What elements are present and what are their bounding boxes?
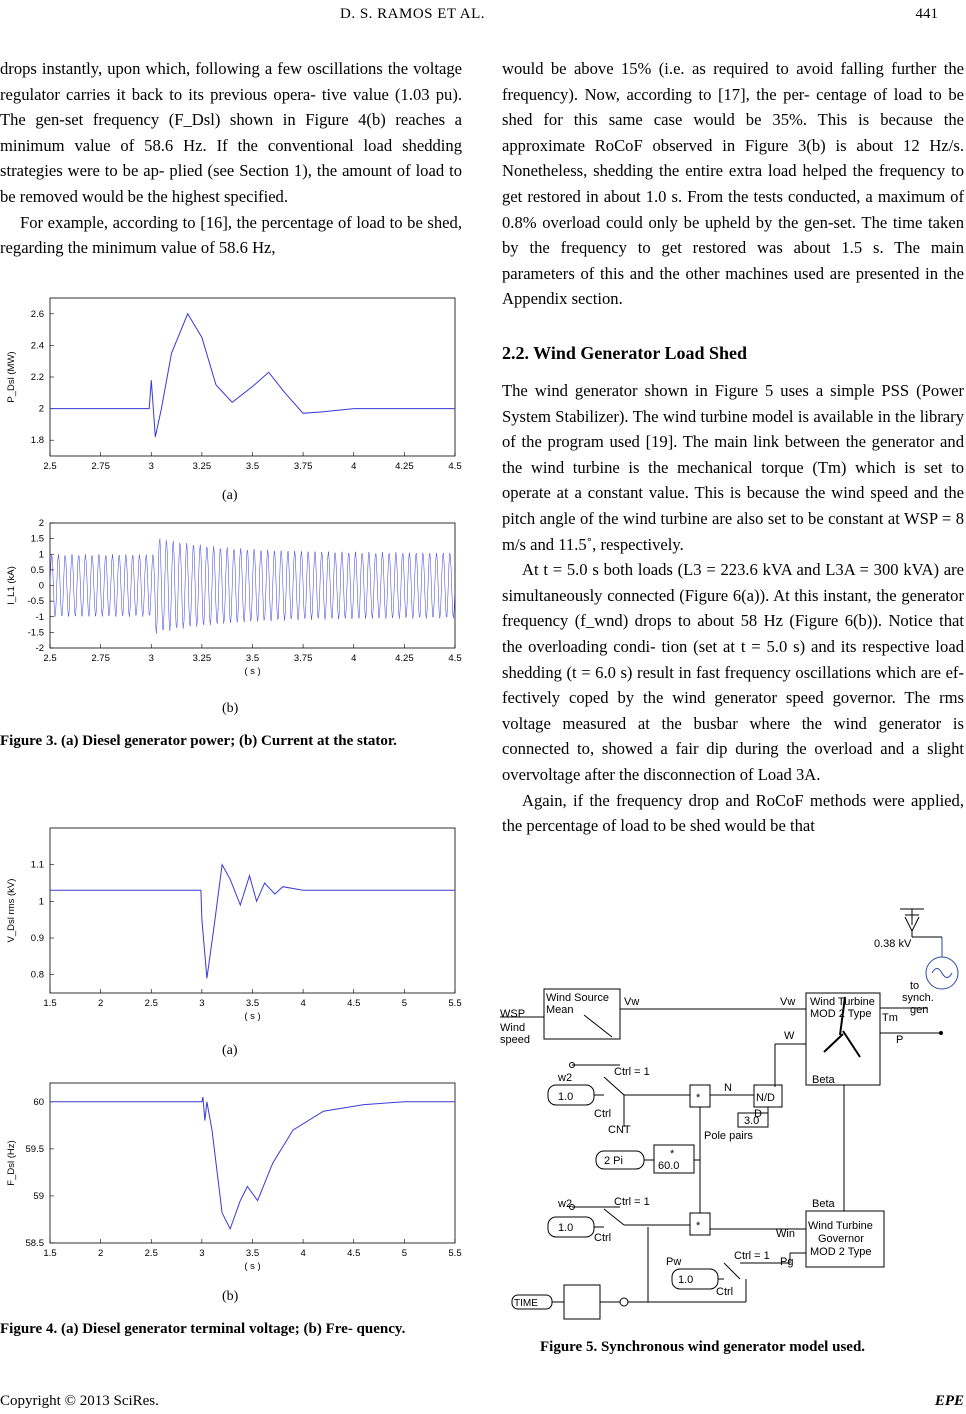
- y-tick-label: 0: [38, 580, 44, 592]
- fig5-gen: gen: [910, 1004, 929, 1016]
- y-tick-label: 1: [38, 549, 44, 561]
- y-tick-label: 2: [38, 518, 44, 529]
- fig5-vw: Vw: [624, 996, 640, 1008]
- fig5-synch: synch.: [902, 992, 934, 1004]
- x-tick-label: 3.5: [245, 461, 260, 472]
- y-tick-label: 0.5: [30, 564, 44, 576]
- y-tick-label: 2.4: [30, 340, 44, 352]
- figure3b-plot: [0, 515, 470, 685]
- left-column-top: [0, 56, 462, 261]
- right-para-1: would be above 15% (i.e. as required to avoid falling further the frequency). Now, according to [17], the per- centage of load to be shed for this same case would be 35%. This is because the approximate RoCoF observed in Figure 3(b) is about 12 Hz/s. Nonetheless, shedding the entire extra load helped the frequency to get restored in about 1.0 s. From the tests conducted, a maximum of 0.8% overload could only be upheld by the gen-set. The time taken by the frequency to get restored was about 1.5 s. The main parameters of this and the other machines used are presented in the Appendix section.: [502, 59, 964, 309]
- x-tick-label: 2.75: [91, 461, 110, 472]
- x-tick-label: 3.5: [245, 998, 260, 1009]
- plot-frame: [50, 1083, 455, 1243]
- fig5-wt2: MOD 2 Type: [810, 1008, 872, 1020]
- y-tick-label: 59.5: [25, 1143, 44, 1155]
- x-tick-label: 5.5: [448, 998, 462, 1009]
- x-tick-label: 5.5: [448, 1248, 462, 1259]
- x-tick-label: 3: [148, 461, 154, 472]
- series-line: [50, 539, 455, 634]
- fig5-gov3: MOD 2 Type: [810, 1246, 872, 1258]
- fig5-tm: Tm: [882, 1012, 898, 1024]
- fig5-d: D: [754, 1108, 762, 1120]
- x-tick-label: 3.25: [192, 461, 212, 472]
- y-tick-label: 1.1: [30, 859, 44, 871]
- fig5-twopi: 2 Pi: [604, 1155, 623, 1167]
- series-line: [50, 865, 455, 979]
- y-tick-label: 0.8: [30, 969, 44, 981]
- y-tick-label: 0.9: [30, 933, 44, 944]
- fig5-cnt: CNT: [608, 1124, 631, 1136]
- series-line: [50, 314, 455, 437]
- left-para-1: drops instantly, upon which, following a few oscillations the voltage regulator carries it back to its previous opera- tive value (1.03 pu). The gen-set frequency (F_Dsl) shown in Figure 4(b) reaches a minimum value of 58.6 Hz. If the conventional load shedding strategies were to be ap- plied (see Section 1), the amount of load to be removed would be the highest specified.: [0, 59, 462, 206]
- x-tick-label: 1.5: [43, 1248, 57, 1259]
- x-tick-label: 3: [199, 1248, 205, 1259]
- fig5-time: TIME: [514, 1298, 538, 1309]
- fig5-w2b: w2: [558, 1198, 573, 1210]
- x-tick-label: 4: [300, 1248, 306, 1259]
- x-tick-label: 3: [148, 653, 154, 664]
- fig5-wind-source: Wind Source: [546, 992, 609, 1004]
- right-para-3: At t = 5.0 s both loads (L3 = 223.6 kVA and L3A = 300 kVA) are simultaneously connected (Figure 6(a)). At this instant, the generator frequency (f_wnd) drops to about 58 Hz (Figure 6(b)). Notice that the overloading condi- tion (set at t = 5.0 s) and its respective load shedding (t = 6.0 s) result in fast frequency oscillations which are ef- fectively coped by the wind generator speed governor. The rms voltage measured at the busbar where the wind generator is connected to, showed a fair dip during the overload and a slight overvoltage after the disconnection of Load 3A.: [502, 560, 964, 784]
- y-axis-label: V_Dsl rms (kV): [6, 878, 17, 943]
- fig5-ctrl1c: Ctrl = 1: [734, 1250, 770, 1262]
- x-tick-label: 4.25: [395, 461, 414, 472]
- fig5-wt1: Wind Turbine: [810, 996, 875, 1008]
- y-tick-label: 60: [33, 1096, 44, 1108]
- fig5-one-a: 1.0: [558, 1091, 574, 1103]
- fig5-pg: Pg: [780, 1256, 794, 1268]
- fig5-star2: *: [670, 1148, 675, 1160]
- fig5-gov2: Governor: [818, 1233, 864, 1245]
- fig5-gov1: Wind Turbine: [808, 1220, 873, 1232]
- fig5-ctrl-c: Ctrl: [716, 1286, 734, 1298]
- x-tick-label: 4: [351, 461, 357, 472]
- fig5-vw2: Vw: [780, 996, 796, 1008]
- y-tick-label: 1: [38, 896, 44, 908]
- x-tick-label: 3.5: [245, 653, 260, 664]
- left-para-2: For example, according to [16], the percentage of load to be shed, regarding the minimum value of 58.6 Hz,: [0, 212, 462, 258]
- x-tick-label: 2.75: [91, 653, 110, 664]
- page-number: 441: [915, 6, 938, 22]
- fig5-sixty: 60.0: [658, 1160, 680, 1172]
- fig5-ctrl1b: Ctrl = 1: [614, 1196, 650, 1208]
- x-tick-label: 4.5: [347, 998, 361, 1009]
- fig5-pw: Pw: [666, 1256, 682, 1268]
- fig5-star1: *: [696, 1092, 701, 1104]
- x-axis-label: ( s ): [244, 1261, 261, 1272]
- fig5-p: P: [896, 1034, 904, 1046]
- fig5-mean: Mean: [546, 1004, 574, 1016]
- fig5-wind: Wind: [500, 1022, 526, 1034]
- fig5-three: 3.0: [744, 1115, 760, 1127]
- section-heading: 2.2. Wind Generator Load Shed: [502, 343, 748, 363]
- y-tick-label: -1.5: [27, 627, 44, 639]
- x-tick-label: 5: [401, 1248, 408, 1259]
- y-tick-label: 2.6: [30, 308, 44, 320]
- plot-frame: [50, 298, 455, 456]
- x-tick-label: 1.5: [43, 998, 57, 1009]
- x-tick-label: 4: [300, 998, 306, 1009]
- fig5-wsp: WSP: [500, 1008, 526, 1020]
- y-tick-label: 58.5: [25, 1238, 44, 1249]
- x-tick-label: 4.5: [448, 653, 462, 664]
- x-tick-label: 4: [351, 653, 357, 664]
- fig4a-label: (a): [222, 1043, 238, 1058]
- x-tick-label: 2.5: [43, 461, 57, 472]
- fig5-one-b: 1.0: [558, 1222, 574, 1234]
- fig5-one-c: 1.0: [678, 1274, 694, 1286]
- fig5-voltage: 0.38 kV: [874, 938, 912, 950]
- y-tick-label: 1.5: [30, 533, 44, 545]
- series-line: [50, 1097, 455, 1229]
- fig4b-label: (b): [222, 1289, 239, 1304]
- y-axis-label: I_L1 (kA): [6, 566, 17, 605]
- figure4b-plot: [0, 1075, 470, 1275]
- fig5-nd: N/D: [756, 1092, 775, 1104]
- fig5-star3: *: [696, 1220, 701, 1232]
- x-tick-label: 4.5: [448, 461, 462, 472]
- y-tick-label: -0.5: [27, 596, 44, 608]
- fig3a-label: (a): [222, 488, 238, 503]
- y-tick-label: 59: [33, 1190, 44, 1202]
- x-axis-label: ( s ): [244, 1011, 261, 1022]
- figure5-caption: Figure 5. Synchronous wind generator model used.: [540, 1339, 866, 1355]
- fig5-pole: Pole pairs: [704, 1130, 753, 1142]
- footer-copyright: Copyright © 2013 SciRes.: [0, 1393, 159, 1409]
- fig5-speed: speed: [500, 1034, 530, 1046]
- fig5-to: to: [910, 980, 920, 992]
- x-tick-label: 4.25: [395, 653, 414, 664]
- x-tick-label: 3.75: [293, 653, 313, 664]
- figure5-diagram: [500, 907, 966, 1319]
- x-tick-label: 3.25: [192, 653, 212, 664]
- y-tick-label: 1.8: [30, 435, 44, 447]
- x-tick-label: 2.5: [43, 653, 57, 664]
- x-tick-label: 3.5: [245, 1248, 260, 1259]
- figure3-caption: Figure 3. (a) Diesel generator power; (b) Current at the stator.: [0, 733, 397, 749]
- fig5-n: N: [724, 1082, 732, 1094]
- x-tick-label: 2: [97, 998, 104, 1009]
- y-tick-label: -2: [35, 643, 44, 654]
- x-tick-label: 3.75: [293, 461, 313, 472]
- x-axis-label: ( s ): [244, 666, 261, 677]
- x-tick-label: 2: [97, 1248, 104, 1259]
- x-tick-label: 5: [401, 998, 408, 1009]
- figure4-caption: Figure 4. (a) Diesel generator terminal voltage; (b) Fre- quency.: [0, 1321, 406, 1337]
- right-column-bottom: [502, 378, 964, 839]
- x-tick-label: 2.5: [144, 1248, 158, 1259]
- fig5-ctrl1a: Ctrl = 1: [614, 1066, 650, 1078]
- fig5-ctrl-a: Ctrl: [594, 1108, 612, 1120]
- right-column-top: [502, 56, 964, 312]
- fig5-beta2: Beta: [812, 1198, 835, 1210]
- page-header: [0, 6, 966, 30]
- right-para-4: Again, if the frequency drop and RoCoF methods were applied, the percentage of load to be shed would be that: [502, 790, 964, 836]
- right-para-2: The wind generator shown in Figure 5 uses a simple PSS (Power System Stabilizer). The wind turbine model is available in the library of the program used [19]. The main link between the generator and the wind turbine is the mechanical torque (Tm) which is set to operate at a constant value. This is because the wind speed and the pitch angle of the wind turbine are also set to be constant at WSP = 8 m/s and 11.5˚, respectively.: [502, 381, 964, 554]
- fig3b-label: (b): [222, 701, 239, 716]
- y-tick-label: 2.2: [30, 372, 44, 383]
- fig5-ctrl-b: Ctrl: [594, 1232, 612, 1244]
- plot-frame: [50, 828, 455, 993]
- figure3a-plot: [0, 290, 470, 490]
- fig5-win: Win: [776, 1228, 795, 1240]
- x-tick-label: 2.5: [144, 998, 158, 1009]
- y-tick-label: 2: [38, 403, 44, 415]
- x-tick-label: 3: [199, 998, 205, 1009]
- fig5-beta: Beta: [812, 1074, 835, 1086]
- running-title: D. S. RAMOS ET AL.: [340, 6, 485, 22]
- y-axis-label: F_Dsl (Hz): [6, 1140, 17, 1186]
- y-tick-label: -1: [35, 611, 44, 623]
- figure4a-plot: [0, 820, 470, 1030]
- fig5-w: W: [784, 1030, 795, 1042]
- footer-journal: EPE: [934, 1393, 964, 1409]
- x-tick-label: 4.5: [347, 1248, 361, 1259]
- fig5-w2a: w2: [558, 1072, 573, 1084]
- y-axis-label: P_Dsl (MW): [6, 351, 17, 403]
